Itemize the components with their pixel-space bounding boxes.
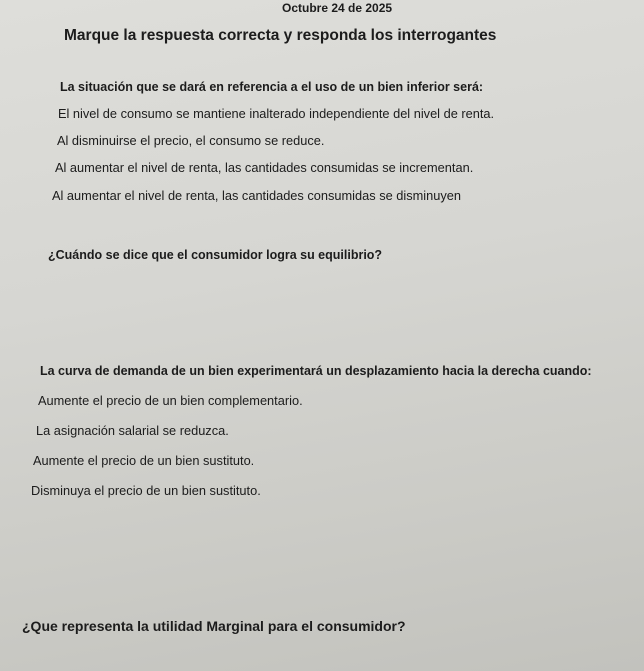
question-4: ¿Que representa la utilidad Marginal para el consumidor? (22, 618, 406, 634)
question-1: La situación que se dará en referencia a el uso de un bien inferior será: (60, 80, 484, 94)
question-1-option-1[interactable]: El nivel de consumo se mantiene inalterado independiente del nivel de renta. (58, 106, 495, 121)
question-2: ¿Cuándo se dice que el consumidor logra su equilibrio? (48, 248, 383, 262)
document-title: Marque la respuesta correcta y responda los interrogantes (64, 27, 497, 44)
document-date: Octubre 24 de 2025 (282, 1, 393, 15)
question-3-option-4[interactable]: Disminuya el precio de un bien sustituto. (31, 483, 261, 498)
question-3-option-1[interactable]: Aumente el precio de un bien complementario. (38, 393, 303, 408)
question-1-option-4[interactable]: Al aumentar el nivel de renta, las cantidades consumidas se disminuyen (52, 188, 462, 203)
question-3-option-3[interactable]: Aumente el precio de un bien sustituto. (33, 453, 255, 468)
question-3: La curva de demanda de un bien experimentará un desplazamiento hacia la derecha cuando: (40, 364, 592, 378)
question-3-option-2[interactable]: La asignación salarial se reduzca. (36, 423, 229, 438)
question-1-option-2[interactable]: Al disminuirse el precio, el consumo se reduce. (57, 133, 325, 148)
question-1-option-3[interactable]: Al aumentar el nivel de renta, las cantidades consumidas se incrementan. (55, 160, 474, 175)
